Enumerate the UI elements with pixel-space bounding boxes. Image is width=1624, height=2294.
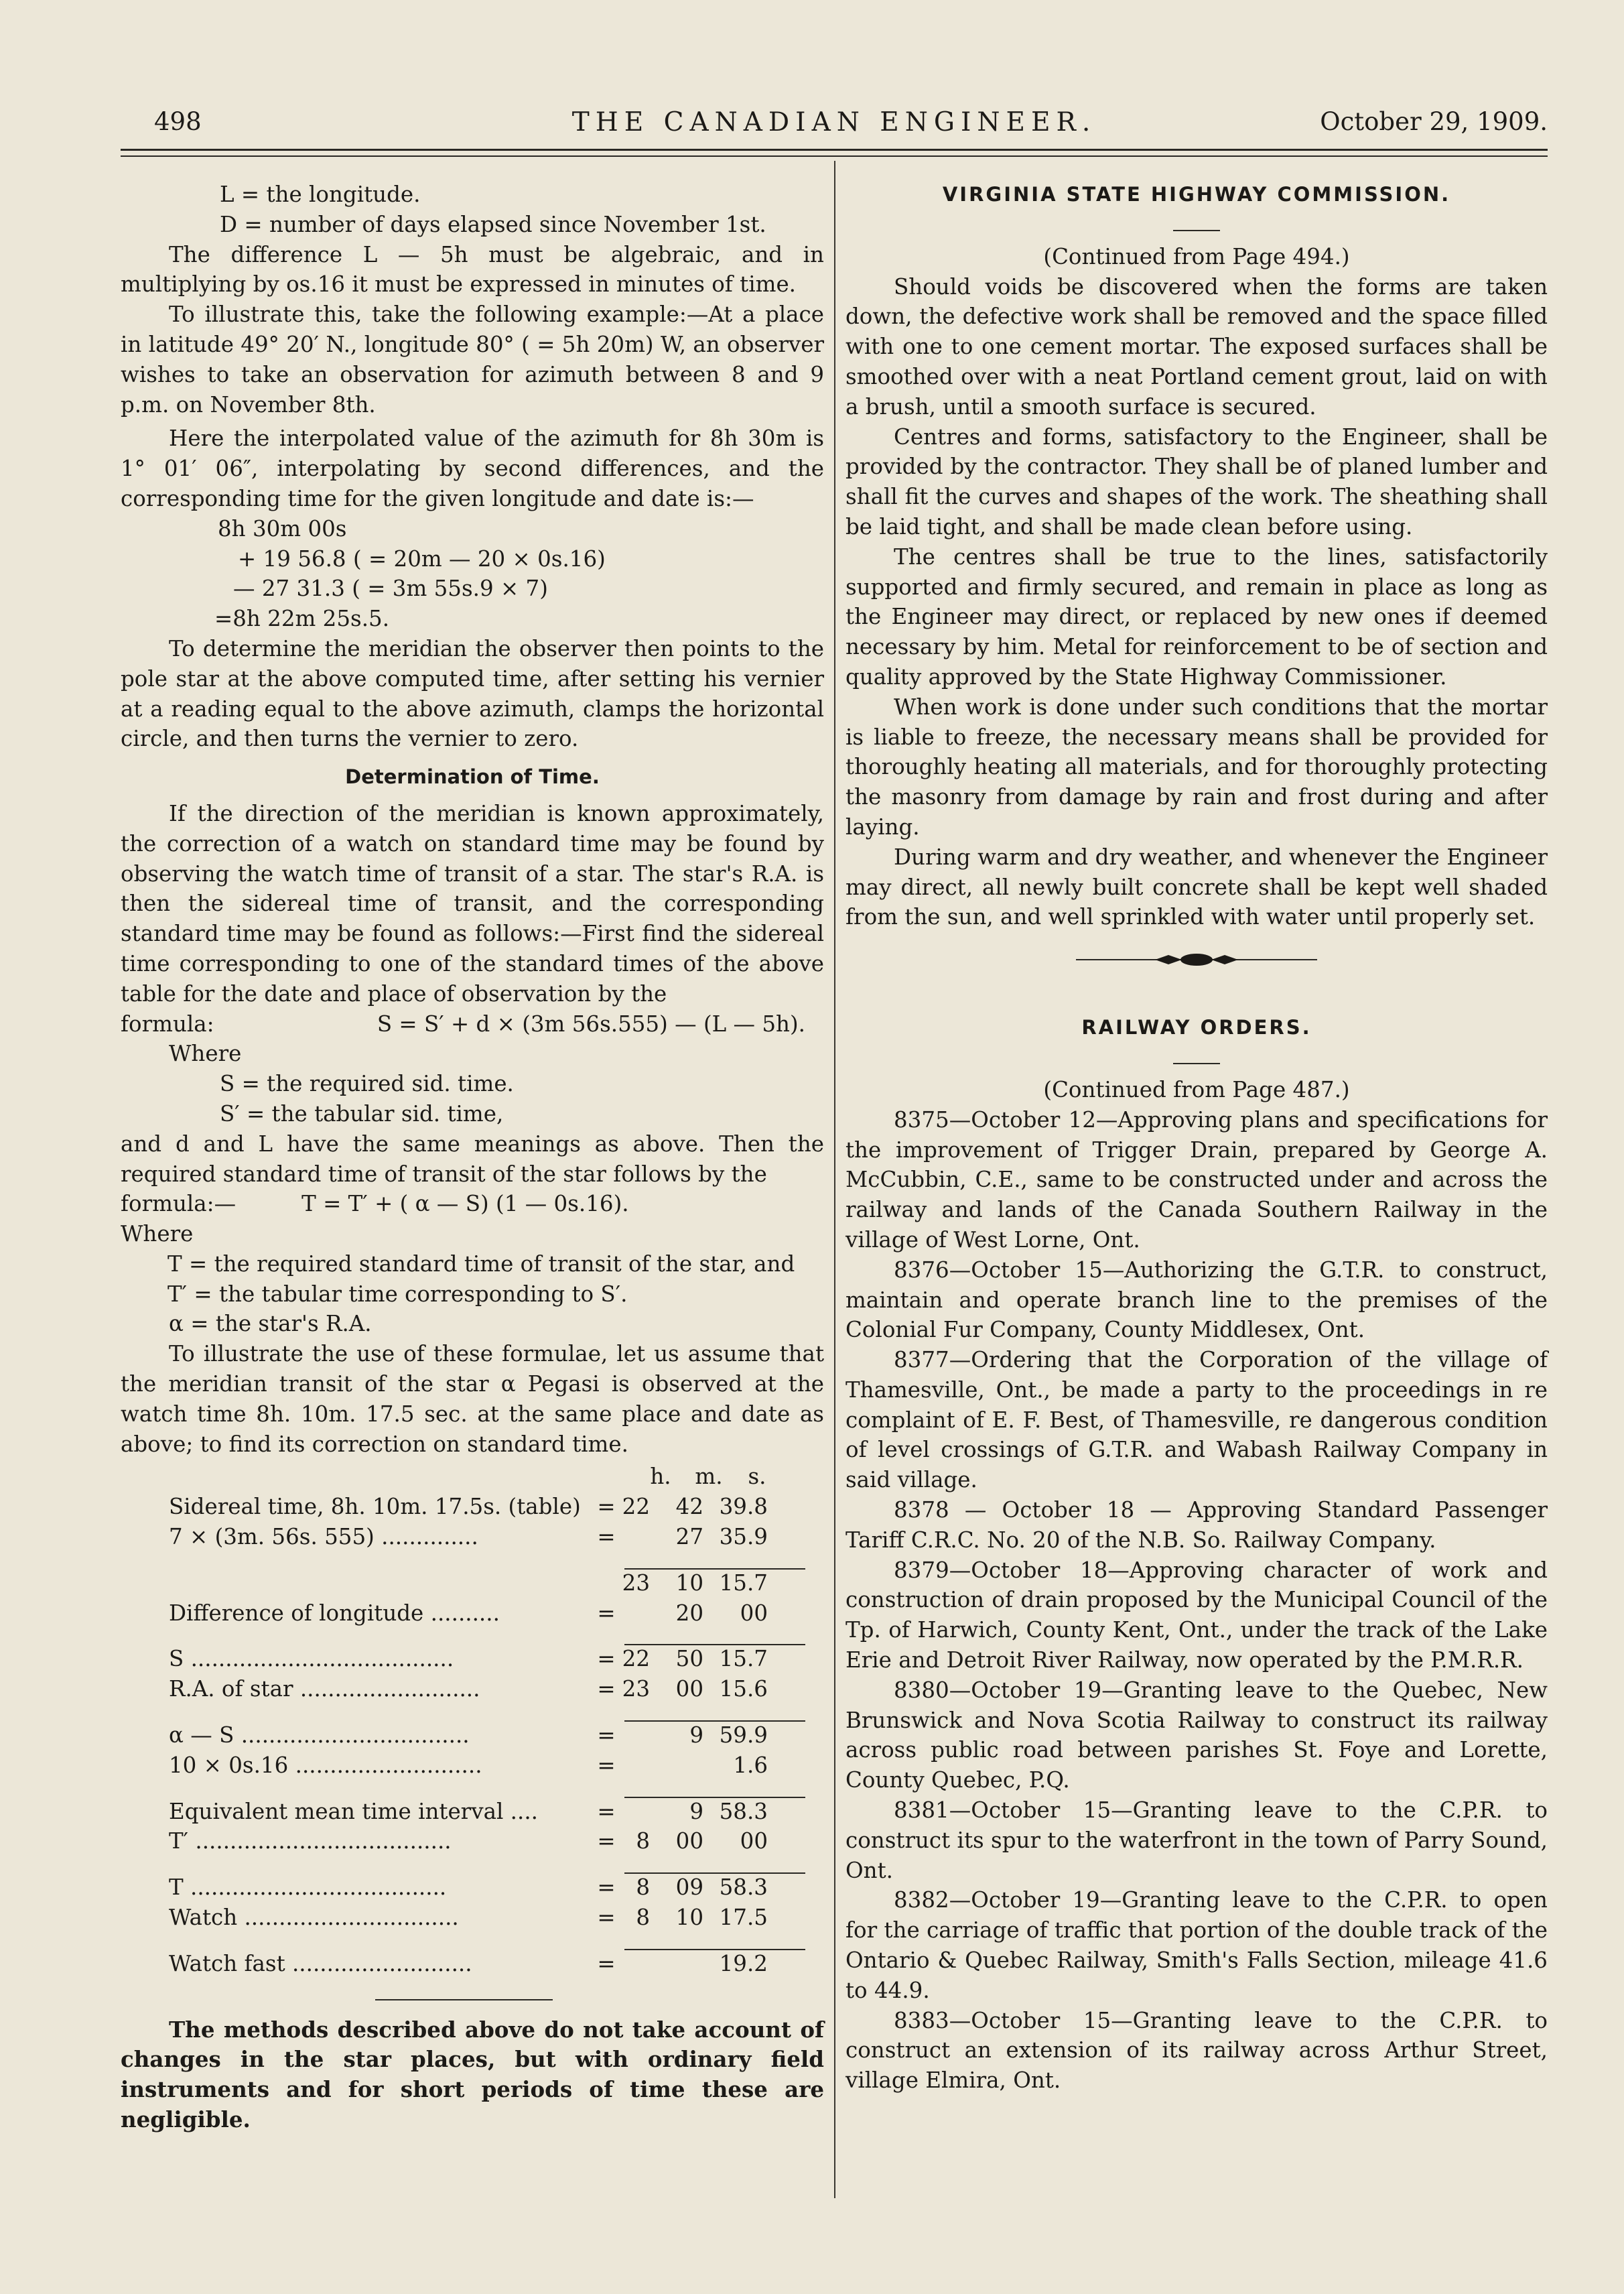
paragraph: Should voids be discovered when the forms are taken down, the defective work shall be removed and the space filled with one to one cement mortar. The exposed surfaces shall be smoothed over with a neat Portland cement grout, laid on with a brush, until a smooth surface is secured. bbox=[845, 273, 1548, 420]
row-equals: = bbox=[597, 1752, 616, 1778]
right-column bbox=[845, 180, 1548, 2096]
row-equals: = bbox=[597, 1600, 616, 1626]
table-row bbox=[121, 1797, 824, 1827]
row-minutes: 27 bbox=[675, 1524, 703, 1550]
section-heading-virginia: VIRGINIA STATE HIGHWAY COMMISSION. bbox=[942, 183, 1451, 206]
paragraph: The difference L — 5h must be algebraic, and in multiplying by os.16 it must be expressed in minutes of time. bbox=[121, 241, 824, 298]
paragraph: To illustrate this, take the following example:—At a place in latitude 49° 20′ N., longitude 80° ( = 5h 20m) W, an observer wishes to take an observation for azimuth between 8 and 9 p.m. on November 8th. bbox=[121, 302, 824, 418]
column-divider bbox=[834, 161, 835, 2198]
paragraph: When work is done under such conditions that the mortar is liable to freeze, the necessary means shall be provided for thoroughly heating all materials, and for thoroughly protecting the masonry from damage by rain and frost during and after laying. bbox=[845, 694, 1548, 840]
ornament-icon bbox=[1076, 952, 1317, 967]
row-minutes: 00 bbox=[675, 1828, 703, 1854]
where-label: Where bbox=[169, 1041, 242, 1067]
railway-order: 8376—October 15—Authorizing the G.T.R. to construct, maintain and operate branch line to the premises of the Colonial Fur Company, County Middlesex, Ont. bbox=[845, 1257, 1548, 1343]
row-minutes: 9 bbox=[689, 1798, 703, 1824]
row-label: S ...................................... bbox=[169, 1646, 454, 1672]
row-minutes: 42 bbox=[675, 1494, 703, 1520]
row-minutes: 50 bbox=[675, 1646, 703, 1672]
time-correction-table bbox=[121, 1492, 824, 1978]
col-seconds: s. bbox=[748, 1464, 766, 1490]
row-label: 7 × (3m. 56s. 555) .............. bbox=[169, 1524, 478, 1550]
row-label: 10 × 0s.16 ........................... bbox=[169, 1752, 482, 1778]
railway-order: 8379—October 18—Approving character of work and construction of drain proposed by the Municipal Council of the Tp. of Harwich, County Kent, Ont., under the track of the Lake Erie and Detroit River Railway, now operated by the P.M.R.R. bbox=[845, 1557, 1548, 1673]
calc-line: =8h 22m 25s.5. bbox=[214, 606, 390, 632]
table-row bbox=[121, 1568, 824, 1598]
table-header bbox=[121, 1462, 837, 1492]
heading-dash bbox=[1173, 1063, 1220, 1064]
row-minutes: 9 bbox=[689, 1722, 703, 1748]
row-seconds: 58.3 bbox=[719, 1874, 768, 1901]
heading-dash bbox=[1173, 230, 1220, 231]
railway-order: 8380—October 19—Granting leave to the Quebec, New Brunswick and Nova Scotia Railway to construct its railway across public road between parishes St. Foye and Lorette, County Quebec, P.Q. bbox=[845, 1677, 1548, 1793]
row-label: T′ ..................................... bbox=[169, 1828, 452, 1854]
row-label: T ..................................... bbox=[169, 1874, 447, 1901]
header-rule-bottom bbox=[121, 155, 1548, 157]
paragraph: During warm and dry weather, and whenever the Engineer may direct, all newly built concrete shall be kept well shaded from the sun, and well sprinkled with water until properly set. bbox=[845, 844, 1548, 930]
row-hours: 8 bbox=[636, 1905, 650, 1931]
row-hours: 23 bbox=[622, 1570, 650, 1596]
railway-order: 8382—October 19—Granting leave to the C.P.R. to open for the carriage of traffic that portion of the double track of the Ontario & Quebec Railway, Smith's Falls Section, mileage 41.6 to 44.9. bbox=[845, 1887, 1548, 2003]
definition-S: S = the required sid. time. bbox=[220, 1071, 514, 1097]
row-hours: 8 bbox=[636, 1828, 650, 1854]
header-rule-top bbox=[121, 149, 1548, 151]
table-row bbox=[121, 1492, 824, 1522]
paragraph: Centres and forms, satisfactory to the Engineer, shall be provided by the contractor. They shall be of planed lumber and shall fit the curves and shapes of the work. The sheathing shall be laid tight, and shall be made clean before using. bbox=[845, 424, 1548, 539]
row-equals: = bbox=[597, 1905, 616, 1931]
continued-note: (Continued from Page 494.) bbox=[1043, 243, 1350, 269]
closing-paragraph: The methods described above do not take account of changes in the star places, but with ordinary field instruments and for short periods of time these are negligible. bbox=[121, 2016, 824, 2133]
row-equals: = bbox=[597, 1722, 616, 1748]
table-row bbox=[121, 1949, 824, 1979]
issue-date: October 29, 1909. bbox=[1320, 107, 1548, 136]
row-minutes: 10 bbox=[675, 1905, 703, 1931]
row-seconds: 15.7 bbox=[719, 1570, 768, 1596]
table-row bbox=[121, 1720, 824, 1750]
section-end-rule bbox=[375, 1999, 553, 2000]
formula-label: formula:— bbox=[121, 1191, 236, 1217]
table-row bbox=[121, 1903, 824, 1933]
row-seconds: 59.9 bbox=[719, 1722, 768, 1748]
table-row bbox=[121, 1598, 824, 1629]
ornament-divider bbox=[845, 952, 1548, 967]
section-heading: Determination of Time. bbox=[345, 765, 600, 789]
row-minutes: 10 bbox=[675, 1570, 703, 1596]
railway-order: 8381—October 15—Granting leave to the C.P.R. to construct its spur to the waterfront in the town of Parry Sound, Ont. bbox=[845, 1797, 1548, 1883]
col-hours: h. bbox=[650, 1464, 671, 1490]
definition-alpha: α = the star's R.A. bbox=[169, 1311, 372, 1337]
row-equals: = bbox=[597, 1874, 616, 1901]
row-hours: 22 bbox=[622, 1494, 650, 1520]
continued-note: (Continued from Page 487.) bbox=[1043, 1076, 1350, 1102]
row-seconds: 39.8 bbox=[719, 1494, 768, 1520]
row-hours: 8 bbox=[636, 1874, 650, 1901]
definition-D: D = number of days elapsed since November 1st. bbox=[220, 211, 766, 237]
table-row bbox=[121, 1750, 824, 1781]
row-seconds: 19.2 bbox=[719, 1950, 768, 1976]
row-seconds: 00 bbox=[740, 1828, 768, 1854]
definition-L: L = the longitude. bbox=[220, 182, 421, 207]
row-hours: 22 bbox=[622, 1646, 650, 1672]
row-equals: = bbox=[597, 1524, 616, 1550]
table-row bbox=[121, 1522, 824, 1552]
section-heading-railway: RAILWAY ORDERS. bbox=[1081, 1016, 1312, 1039]
table-row bbox=[121, 1826, 824, 1856]
row-seconds: 15.7 bbox=[719, 1646, 768, 1672]
row-seconds: 00 bbox=[740, 1600, 768, 1626]
row-equals: = bbox=[597, 1494, 616, 1520]
col-minutes: m. bbox=[695, 1464, 723, 1490]
row-minutes: 00 bbox=[675, 1676, 703, 1702]
railway-order: 8377—Ordering that the Corporation of the village of Thamesville, Ont., be made a party to the proceedings in re complaint of E. F. Best, of Thamesville, re dangerous condition of level crossings of G.T.R. and Wabash Railway Company in said village. bbox=[845, 1347, 1548, 1493]
row-equals: = bbox=[597, 1950, 616, 1976]
formula-expression: T = T′ + ( α — S) (1 — 0s.16). bbox=[301, 1191, 629, 1217]
row-equals: = bbox=[597, 1828, 616, 1854]
row-seconds: 17.5 bbox=[719, 1905, 768, 1931]
where-label: Where bbox=[121, 1221, 194, 1247]
table-row bbox=[121, 1644, 824, 1674]
table-row bbox=[121, 1674, 824, 1704]
table-row bbox=[121, 1872, 824, 1903]
paragraph: The centres shall be true to the lines, satisfactorily supported and firmly secured, and remain in place as long as the Engineer may direct, or replaced by new ones if deemed necessary by him. Metal for reinforcement to be of section and quality approved by the State Highway Commissioner. bbox=[845, 544, 1548, 690]
paragraph: To determine the meridian the observer then points to the pole star at the above computed time, after setting his vernier at a reading equal to the above azimuth, clamps the horizontal circle, and then turns the vernier to zero. bbox=[121, 635, 824, 752]
formula-label: formula: bbox=[121, 1011, 214, 1037]
row-equals: = bbox=[597, 1646, 616, 1672]
calc-line: + 19 56.8 ( = 20m — 20 × 0s.16) bbox=[238, 546, 606, 572]
azimuth-calculation bbox=[121, 514, 824, 634]
railway-order: 8383—October 15—Granting leave to the C.P.R. to construct an extension of its railway across Arthur Street, village Elmira, Ont. bbox=[845, 2007, 1548, 2094]
row-minutes: 20 bbox=[675, 1600, 703, 1626]
publication-title: THE CANADIAN ENGINEER. bbox=[571, 107, 1097, 137]
definition-S-prime: S′ = the tabular sid. time, bbox=[220, 1100, 504, 1127]
row-label: Watch fast .......................... bbox=[169, 1950, 472, 1976]
row-seconds: 1.6 bbox=[733, 1752, 768, 1778]
formula-expression: S = S′ + d × (3m 56s.555) — (L — 5h). bbox=[377, 1011, 805, 1037]
row-label: R.A. of star .......................... bbox=[169, 1676, 480, 1702]
paragraph: If the direction of the meridian is known approximately, the correction of a watch on standard time may be found by observing the watch time of transit of a star. The star's R.A. is then the sidereal time of transit, and the corresponding standard time may be found as follows:—First find the sidereal time corresponding to one of the standard times of the above table for the date and place of observation by the bbox=[121, 800, 824, 1007]
row-minutes: 09 bbox=[675, 1874, 703, 1901]
railway-orders-list bbox=[845, 1105, 1548, 2096]
page-header bbox=[121, 107, 1548, 141]
page-number: 498 bbox=[154, 107, 202, 136]
row-label: Sidereal time, 8h. 10m. 17.5s. (table) bbox=[169, 1494, 581, 1520]
formula-sidereal bbox=[121, 1009, 824, 1039]
row-label: α — S ................................. bbox=[169, 1722, 470, 1748]
formula-transit bbox=[121, 1189, 824, 1219]
row-equals: = bbox=[597, 1798, 616, 1824]
railway-order: 8378 — October 18 — Approving Standard Passenger Tariff C.R.C. No. 20 of the N.B. So. Railway Company. bbox=[845, 1497, 1548, 1553]
row-label: Equivalent mean time interval .... bbox=[169, 1798, 539, 1824]
row-label: Difference of longitude .......... bbox=[169, 1600, 500, 1626]
row-label: Watch ............................... bbox=[169, 1905, 459, 1931]
row-hours: 23 bbox=[622, 1676, 650, 1702]
row-seconds: 15.6 bbox=[719, 1676, 768, 1702]
definition-T-prime: T′ = the tabular time corresponding to S′. bbox=[167, 1281, 628, 1307]
railway-order: 8375—October 12—Approving plans and specifications for the improvement of Trigger Drain, prepared by George A. McCubbin, C.E., same to be constructed under and across the railway and lands of the Canada Southern Railway in the village of West Lorne, Ont. bbox=[845, 1106, 1548, 1253]
paragraph: and d and L have the same meanings as above. Then the required standard time of transit of the star follows by the bbox=[121, 1131, 824, 1187]
row-equals: = bbox=[597, 1676, 616, 1702]
row-seconds: 35.9 bbox=[719, 1524, 768, 1550]
paragraph: Here the interpolated value of the azimuth for 8h 30m is 1° 01′ 06″, interpolating by second differences, and the corresponding time for the given longitude and date is:— bbox=[121, 426, 824, 511]
row-seconds: 58.3 bbox=[719, 1798, 768, 1824]
definition-T: T = the required standard time of transit of the star, and bbox=[167, 1251, 795, 1277]
calc-line: — 27 31.3 ( = 3m 55s.9 × 7) bbox=[233, 576, 548, 602]
left-column bbox=[121, 180, 824, 2135]
paragraph: To illustrate the use of these formulae, let us assume that the meridian transit of the star α Pegasi is observed at the watch time 8h. 10m. 17.5 sec. at the same place and date as above; to find its correction on standard time. bbox=[121, 1341, 824, 1457]
calc-line: 8h 30m 00s bbox=[218, 515, 347, 541]
